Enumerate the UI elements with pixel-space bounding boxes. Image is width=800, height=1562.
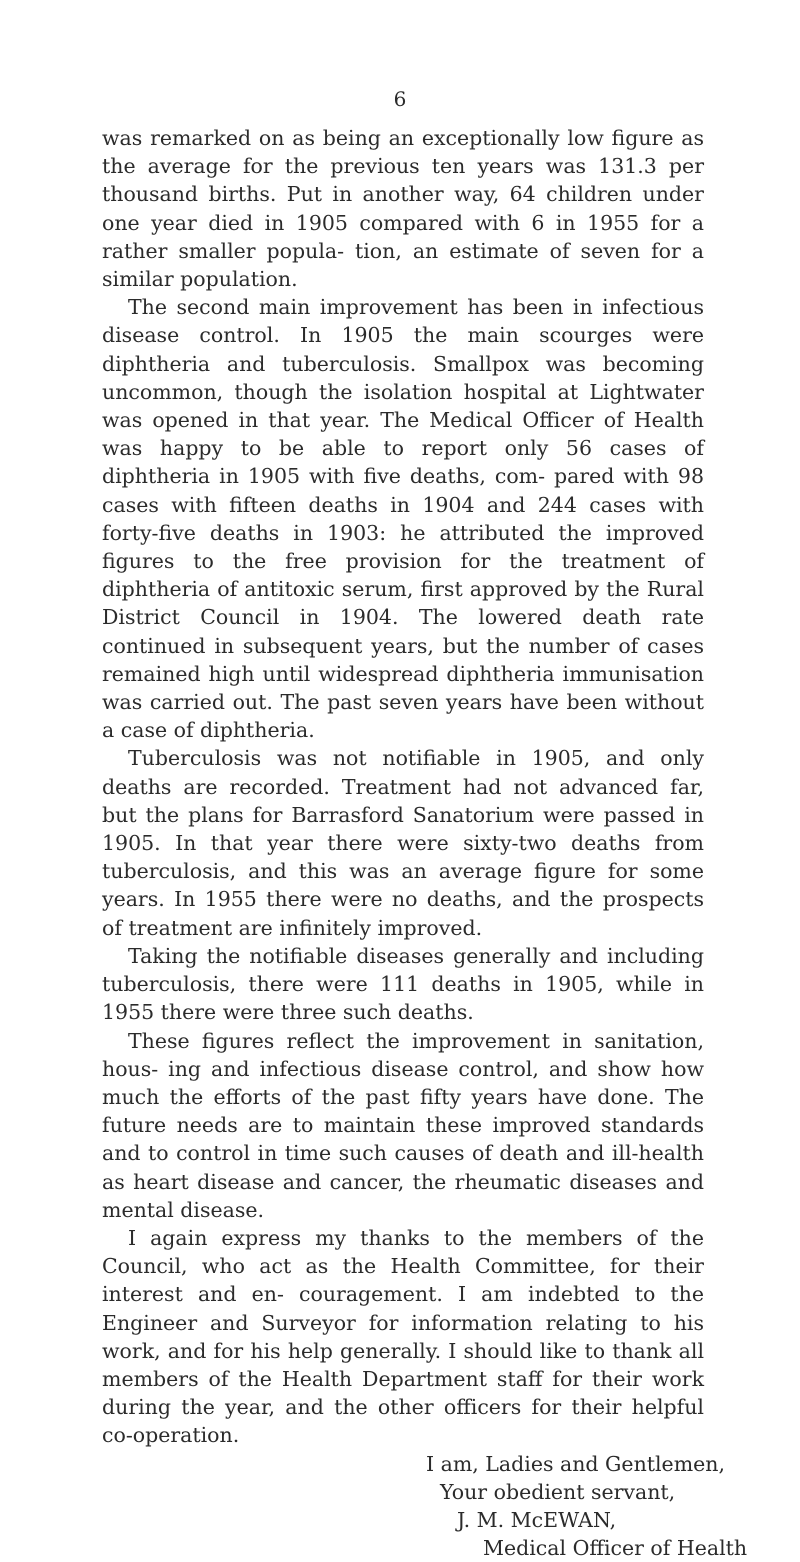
page-number: 6 [393, 87, 407, 111]
signatory-title: Medical Officer of Health [483, 1536, 748, 1561]
signature-block [102, 1450, 748, 1562]
closing-servant: Your obedient servant, [440, 1479, 676, 1504]
letter-body [102, 124, 748, 1562]
paragraph-thanks: I again express my thanks to the members of the Council, who act as the Health Committee, for their interest and en- couragement. I am indebted to the Engineer and Surveyor for information relating to his work, and for his help generally. I should like to thank all members of the Health Department staff for their work during the year, and the other officers for their helpful co-operation. [102, 1225, 704, 1448]
paragraph-infant-mortality: was remarked on as being an exceptionally low figure as the average for the previous ten years was 131.3 per thousand births. Put in another way, 64 children under one year died in 1905 compared with 6 in 1955 for a rather smaller popula- tion, an estimate of seven for a similar population. [102, 126, 704, 292]
paragraph-improvements: These figures reflect the improvement in sanitation, hous- ing and infectious disease control, and show how much the efforts of the past fifty years have done. The future needs are to maintain these improved standards and to control in time such causes of death and ill-health as heart disease and cancer, the rheumatic diseases and mental disease. [102, 1028, 704, 1222]
closing-salutation: I am, Ladies and Gentlemen, [426, 1451, 725, 1476]
paragraph-notifiable-diseases: Taking the notifiable diseases generally and including tuberculosis, there were 111 deaths in 1905, while in 1955 there were three such deaths. [102, 943, 704, 1025]
signatory-name: J. M. McEWAN, [457, 1507, 617, 1532]
paragraph-infectious-disease: The second main improvement has been in infectious disease control. In 1905 the main scourges were diphtheria and tuberculosis. Smallpox was becoming uncommon, though the isolation hospital at Lightwater was opened in that year. The Medical Officer of Health was happy to be able to report only 56 cases of diphtheria in 1905 with five deaths, com- pared with 98 cases with fifteen deaths in 1904 and 244 cases with forty-five deaths in 1903: he attributed the improved figures to the free provision for the treatment of diphtheria of antitoxic serum, first approved by the Rural District Council in 1904. The lowered death rate continued in subsequent years, but the number of cases remained high until widespread diphtheria immunisation was carried out. The past seven years have been without a case of diphtheria. [102, 295, 704, 743]
paragraph-tuberculosis: Tuberculosis was not notifiable in 1905, and only deaths are recorded. Treatment had not advanced far, but the plans for Barrasford Sanatorium were passed in 1905. In that year there were sixty-two deaths from tuberculosis, and this was an average figure for some years. In 1955 there were no deaths, and the prospects of treatment are infinitely improved. [102, 746, 704, 940]
